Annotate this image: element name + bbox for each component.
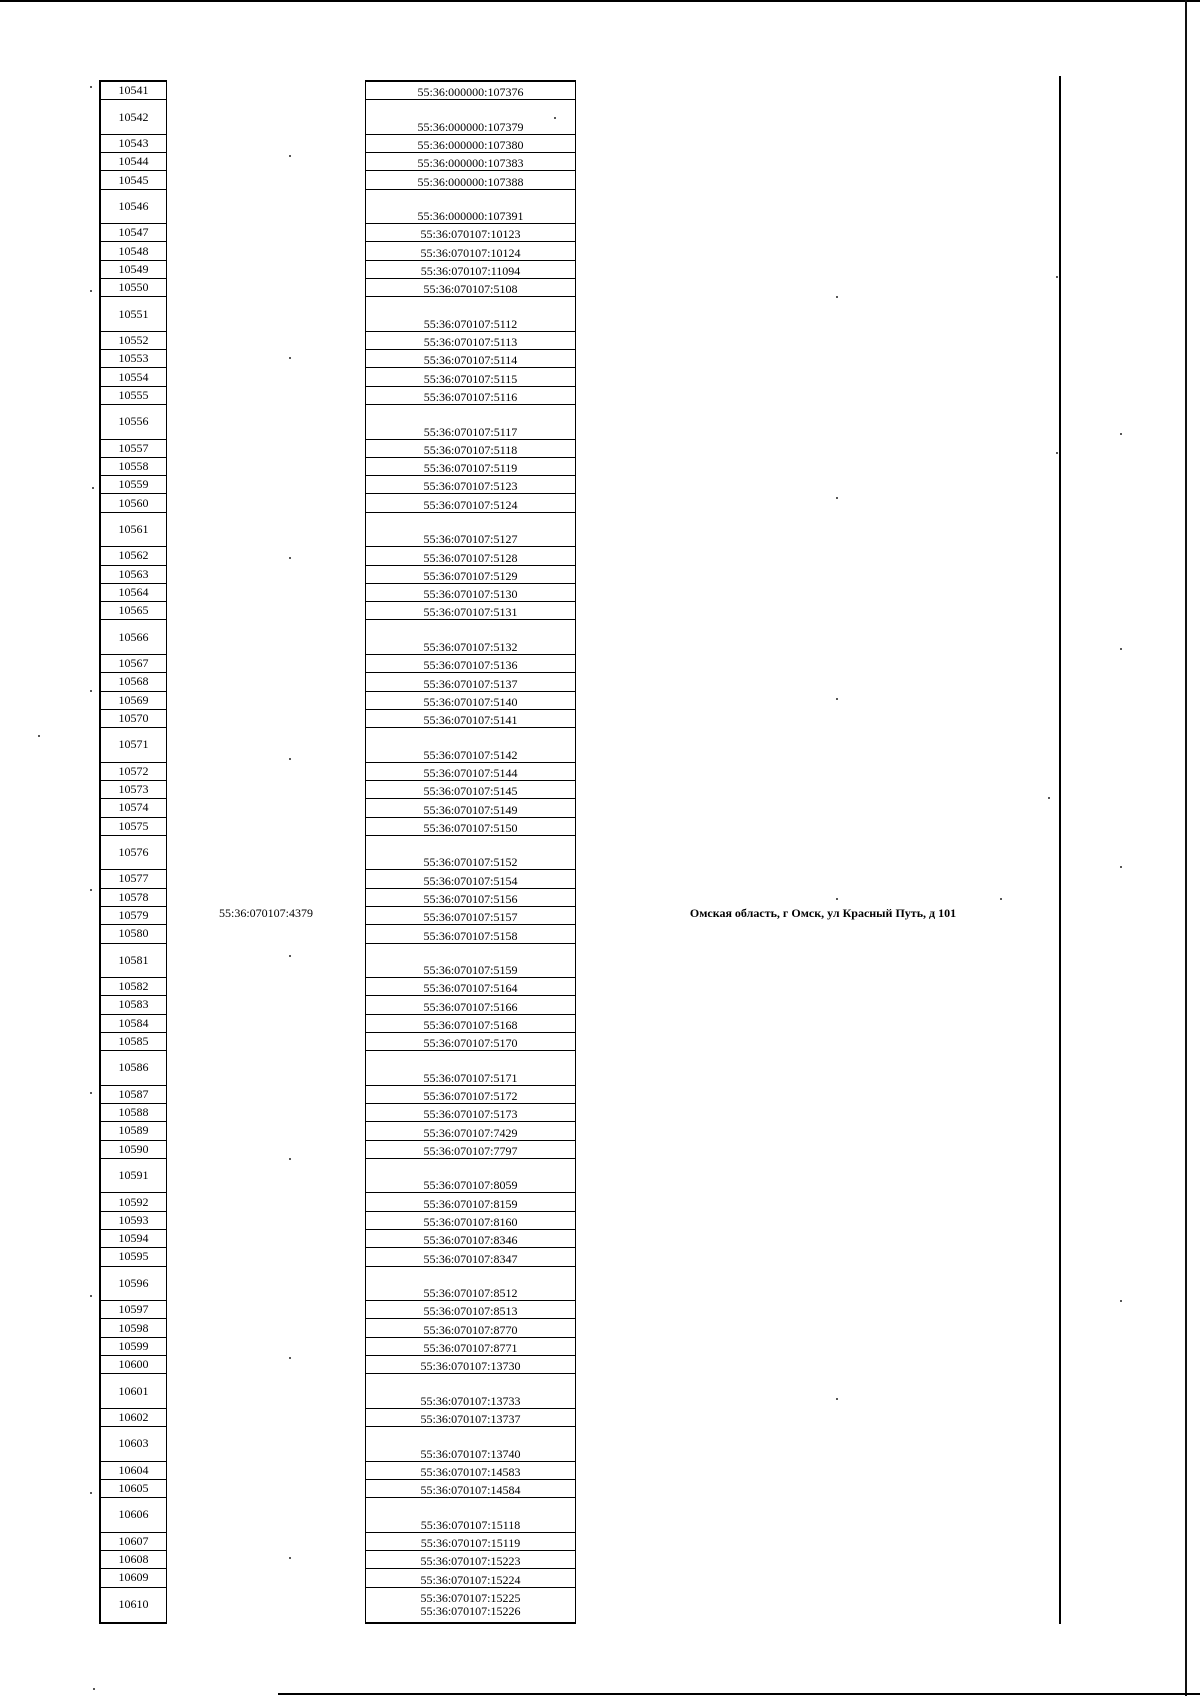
cadastral-code: 55:36:070107:15224 (420, 1572, 521, 1587)
row-number-cell: 10594 (101, 1230, 166, 1248)
cadastral-code-cell (366, 458, 575, 476)
cadastral-code: 55:36:070107:5116 (423, 390, 518, 405)
cadastral-code: 55:36:070107:5154 (423, 873, 518, 888)
page-top-rule (0, 0, 1200, 2)
cadastral-code-cell (366, 655, 575, 673)
cadastral-code: 55:36:070107:5159 (423, 963, 518, 977)
row-number-cell: 10573 (101, 781, 166, 799)
cadastral-code-cell (366, 1498, 575, 1533)
cadastral-code-cell (366, 1427, 575, 1462)
scan-speck (289, 357, 291, 359)
cadastral-code-cell (366, 602, 575, 620)
shared-cadastral-number: 55:36:070107:4379 (218, 906, 313, 920)
row-number-cell: 10558 (101, 458, 166, 476)
scan-speck (289, 955, 291, 957)
row-number-cell: 10588 (101, 1104, 166, 1122)
cadastral-code: 55:36:070107:8059 (423, 1178, 518, 1193)
scan-speck (1000, 898, 1002, 900)
cadastral-code-cell (366, 387, 575, 405)
cadastral-code: 55:36:070107:5117 (423, 424, 518, 439)
row-number-cell: 10551 (101, 297, 166, 332)
scan-speck (836, 497, 838, 499)
cadastral-code-cell (366, 190, 575, 225)
cadastral-code: 55:36:070107:8770 (423, 1322, 518, 1337)
cadastral-code-cell (366, 1267, 575, 1302)
row-number-cell: 10575 (101, 818, 166, 836)
cadastral-code-cell (366, 1015, 575, 1033)
cadastral-code: 55:36:070107:8160 (423, 1214, 518, 1229)
cadastral-code-cell (366, 261, 575, 279)
row-number-cell: 10587 (101, 1086, 166, 1104)
row-number-cell: 10606 (101, 1498, 166, 1533)
row-number-cell: 10569 (101, 692, 166, 710)
cadastral-code: 55:36:070107:5124 (423, 497, 518, 512)
scan-speck (1056, 276, 1058, 278)
row-number-cell: 10609 (101, 1569, 166, 1587)
cadastral-code: 55:36:000000:107391 (417, 209, 524, 224)
row-number-cell: 10544 (101, 153, 166, 171)
cadastral-code-cell (366, 728, 575, 763)
row-number-cell: 10607 (101, 1533, 166, 1551)
cadastral-code-cell (366, 1248, 575, 1266)
scan-speck (93, 1688, 95, 1690)
scan-speck (1056, 452, 1058, 454)
row-number-cell: 10585 (101, 1033, 166, 1051)
scan-speck (1120, 1300, 1122, 1302)
cadastral-code: 55:36:070107:8771 (423, 1340, 518, 1355)
cadastral-code: 55:36:070107:5142 (423, 747, 518, 762)
cadastral-code-cell (366, 1551, 575, 1569)
row-number-cell: 10571 (101, 728, 166, 763)
scan-speck (554, 117, 556, 119)
row-number-cell: 10572 (101, 763, 166, 781)
cadastral-code-cell (366, 440, 575, 458)
row-number-cell: 10578 (101, 889, 166, 907)
cadastral-code-cell (366, 1356, 575, 1374)
row-number-cell: 10579 (101, 907, 166, 925)
cadastral-code: 55:36:070107:8159 (423, 1196, 518, 1211)
cadastral-code-cell (366, 996, 575, 1014)
cadastral-code: 55:36:070107:5114 (423, 353, 518, 368)
row-number-cell: 10570 (101, 710, 166, 728)
row-number-cell: 10565 (101, 602, 166, 620)
cadastral-code: 55:36:070107:5171 (423, 1070, 518, 1085)
cadastral-code: 55:36:070107:5129 (423, 568, 518, 583)
scan-speck (90, 1492, 92, 1494)
cadastral-code: 55:36:070107:5166 (423, 999, 518, 1014)
row-number-cell: 10543 (101, 135, 166, 153)
row-number-cell: 10584 (101, 1015, 166, 1033)
cadastral-code-cell (366, 1230, 575, 1248)
cadastral-code-cell (366, 100, 575, 135)
row-number-cell: 10576 (101, 836, 166, 871)
row-number-cell: 10604 (101, 1462, 166, 1480)
row-number-cell: 10566 (101, 620, 166, 655)
cadastral-code: 55:36:070107:13733 (420, 1393, 521, 1408)
scan-speck (289, 1557, 291, 1559)
cadastral-code: 55:36:070107:5140 (423, 694, 518, 709)
cadastral-code: 55:36:070107:15226 (420, 1603, 521, 1618)
cadastral-code-cell (366, 620, 575, 655)
row-number-cell: 10602 (101, 1409, 166, 1427)
cadastral-code-cell (366, 692, 575, 710)
cadastral-code-cell (366, 1301, 575, 1319)
row-number-cell: 10598 (101, 1319, 166, 1337)
cadastral-code: 55:36:070107:5152 (423, 855, 518, 870)
cadastral-code: 55:36:070107:13730 (420, 1359, 521, 1374)
row-number-cell: 10553 (101, 350, 166, 368)
cadastral-code-cell (366, 405, 575, 440)
page-right-edge (1185, 0, 1187, 1696)
cadastral-code-cell (366, 1374, 575, 1409)
row-number-cell: 10605 (101, 1480, 166, 1498)
cadastral-code: 55:36:070107:5119 (423, 461, 518, 476)
cadastral-code: 55:36:070107:8512 (423, 1286, 518, 1301)
cadastral-code: 55:36:070107:5128 (423, 550, 518, 565)
scan-speck (289, 1158, 291, 1160)
scan-speck (90, 889, 92, 891)
cadastral-code-cell (366, 1409, 575, 1427)
cadastral-code: 55:36:070107:5136 (423, 658, 518, 673)
row-number-cell: 10583 (101, 996, 166, 1014)
cadastral-code-cell (366, 82, 575, 100)
scan-speck (38, 735, 40, 737)
cadastral-code: 55:36:070107:5132 (423, 639, 518, 654)
cadastral-code-cell (366, 332, 575, 350)
scan-speck (836, 898, 838, 900)
cadastral-code-cell (366, 799, 575, 817)
cadastral-code: 55:36:070107:11094 (420, 264, 521, 279)
cadastral-code-cell (366, 171, 575, 189)
cadastral-code: 55:36:070107:5108 (423, 282, 518, 297)
cadastral-code: 55:36:070107:7797 (423, 1143, 518, 1158)
cadastral-code-cell (366, 925, 575, 943)
row-number-cell: 10548 (101, 242, 166, 260)
cadastral-code-cell (366, 350, 575, 368)
cadastral-code-cell (366, 781, 575, 799)
cadastral-code: 55:36:000000:107380 (417, 138, 524, 153)
row-number-cell: 10559 (101, 476, 166, 494)
cadastral-code-cell (366, 1033, 575, 1051)
cadastral-code-cell (366, 870, 575, 888)
row-number-cell: 10599 (101, 1338, 166, 1356)
scan-speck (92, 487, 94, 489)
cadastral-code: 55:36:070107:13737 (420, 1412, 521, 1427)
cadastral-code: 55:36:070107:15118 (420, 1517, 521, 1532)
scan-speck (90, 86, 92, 88)
cadastral-code: 55:36:070107:8347 (423, 1251, 518, 1266)
scan-speck (1048, 797, 1050, 799)
row-number-cell: 10595 (101, 1248, 166, 1266)
cadastral-code-cell (366, 1338, 575, 1356)
cadastral-code-cell (366, 1569, 575, 1587)
cadastral-code: 55:36:070107:15223 (420, 1554, 521, 1569)
scan-speck (1120, 866, 1122, 868)
row-number-cell: 10547 (101, 224, 166, 242)
row-number-cell: 10563 (101, 566, 166, 584)
cadastral-code: 55:36:000000:107383 (417, 156, 524, 171)
row-number-cell: 10555 (101, 387, 166, 405)
row-number-cell: 10549 (101, 261, 166, 279)
cadastral-code-cell (366, 710, 575, 728)
row-number-cell: 10589 (101, 1122, 166, 1140)
cadastral-code-cell (366, 673, 575, 691)
cadastral-code: 55:36:070107:5131 (423, 605, 518, 620)
cadastral-code: 55:36:070107:5170 (423, 1036, 518, 1051)
scan-speck (90, 1295, 92, 1297)
cadastral-code-cell (366, 889, 575, 907)
cadastral-code-cell (366, 1588, 575, 1623)
scan-speck (1120, 648, 1122, 650)
row-number-cell: 10542 (101, 100, 166, 135)
cadastral-code-column (365, 80, 576, 1624)
cadastral-code: 55:36:070107:5112 (423, 316, 518, 331)
cadastral-code: 55:36:070107:8513 (423, 1304, 518, 1319)
cadastral-code: 55:36:070107:5144 (423, 765, 518, 780)
row-number-cell: 10603 (101, 1427, 166, 1462)
row-number-cell: 10556 (101, 405, 166, 440)
row-number-cell: 10557 (101, 440, 166, 458)
row-number-cell: 10582 (101, 978, 166, 996)
row-number-cell: 10552 (101, 332, 166, 350)
table-right-rule (1059, 76, 1061, 1624)
cadastral-code-cell (366, 297, 575, 332)
cadastral-code-cell (366, 1104, 575, 1122)
property-address: Омская область, г Омск, ул Красный Путь, д 101 (689, 906, 957, 920)
row-number-column (99, 80, 167, 1624)
cadastral-code-cell (366, 368, 575, 386)
page-bottom-rule (278, 1693, 1200, 1695)
row-number-cell: 10560 (101, 494, 166, 512)
row-number-cell: 10580 (101, 925, 166, 943)
row-number-cell: 10568 (101, 673, 166, 691)
cadastral-code-cell (366, 1086, 575, 1104)
cadastral-code: 55:36:070107:5164 (423, 981, 518, 996)
cadastral-code-cell (366, 1122, 575, 1140)
row-number-cell: 10554 (101, 368, 166, 386)
scan-speck (90, 290, 92, 292)
row-number-cell: 10597 (101, 1301, 166, 1319)
cadastral-code: 55:36:000000:107376 (417, 85, 524, 100)
cadastral-code: 55:36:070107:5173 (423, 1107, 518, 1122)
cadastral-code: 55:36:070107:5172 (423, 1088, 518, 1103)
cadastral-code-cell (366, 978, 575, 996)
cadastral-code: 55:36:070107:5158 (423, 928, 518, 943)
cadastral-code-cell (366, 279, 575, 297)
scan-speck (90, 1092, 92, 1094)
cadastral-code-cell (366, 547, 575, 565)
cadastral-code: 55:36:070107:5123 (423, 479, 518, 494)
row-number-cell: 10546 (101, 190, 166, 225)
row-number-cell: 10567 (101, 655, 166, 673)
cadastral-code: 55:36:070107:5137 (423, 676, 518, 691)
row-number-cell: 10574 (101, 799, 166, 817)
scan-speck (289, 155, 291, 157)
cadastral-code-cell (366, 476, 575, 494)
scan-speck (836, 1398, 838, 1400)
cadastral-code-cell (366, 242, 575, 260)
cadastral-code: 55:36:070107:5156 (423, 891, 518, 906)
row-number-cell: 10541 (101, 82, 166, 100)
scan-speck (1120, 433, 1122, 435)
cadastral-code: 55:36:070107:13740 (420, 1446, 521, 1461)
row-number-cell: 10601 (101, 1374, 166, 1409)
row-number-cell: 10581 (101, 944, 166, 979)
cadastral-code: 55:36:070107:5168 (423, 1017, 518, 1032)
scan-speck (289, 758, 291, 760)
cadastral-code: 55:36:000000:107388 (417, 174, 524, 189)
scan-speck (289, 1357, 291, 1359)
cadastral-code: 55:36:070107:14584 (420, 1483, 521, 1498)
scan-speck (90, 690, 92, 692)
cadastral-code-cell (366, 1051, 575, 1086)
cadastral-code-cell (366, 1159, 575, 1194)
cadastral-code: 55:36:070107:5115 (423, 371, 518, 386)
row-number-cell: 10564 (101, 584, 166, 602)
cadastral-code-cell (366, 224, 575, 242)
cadastral-code-cell (366, 153, 575, 171)
cadastral-code-cell (366, 818, 575, 836)
cadastral-code: 55:36:070107:5149 (423, 802, 518, 817)
cadastral-code-cell (366, 1141, 575, 1159)
cadastral-code-cell (366, 1480, 575, 1498)
cadastral-code-cell (366, 1319, 575, 1337)
cadastral-code: 55:36:070107:10124 (420, 245, 521, 260)
row-number-cell: 10550 (101, 279, 166, 297)
cadastral-code: 55:36:070107:5145 (423, 784, 518, 799)
row-number-cell: 10593 (101, 1212, 166, 1230)
cadastral-code-cell (366, 584, 575, 602)
scan-speck (836, 698, 838, 700)
cadastral-code: 55:36:070107:7429 (423, 1125, 518, 1140)
cadastral-code-cell (366, 1193, 575, 1211)
cadastral-code: 55:36:070107:5113 (423, 335, 518, 350)
cadastral-code: 55:36:070107:8346 (423, 1233, 518, 1248)
cadastral-code-cell (366, 836, 575, 871)
cadastral-code: 55:36:070107:15225 (420, 1590, 521, 1605)
row-number-cell: 10608 (101, 1551, 166, 1569)
cadastral-code: 55:36:070107:5127 (423, 532, 518, 547)
cadastral-code-cell (366, 566, 575, 584)
cadastral-code-cell (366, 1462, 575, 1480)
cadastral-code: 55:36:070107:5141 (423, 713, 518, 728)
cadastral-code-cell (366, 1533, 575, 1551)
row-number-cell: 10591 (101, 1159, 166, 1194)
cadastral-code: 55:36:070107:10123 (420, 227, 521, 242)
cadastral-code-cell (366, 1212, 575, 1230)
cadastral-code: 55:36:070107:5150 (423, 820, 518, 835)
cadastral-code: 55:36:070107:5130 (423, 587, 518, 602)
cadastral-code-cell (366, 494, 575, 512)
row-number-cell: 10600 (101, 1356, 166, 1374)
row-number-cell: 10592 (101, 1193, 166, 1211)
row-number-cell: 10610 (118, 1597, 149, 1612)
row-number-cell: 10561 (101, 513, 166, 548)
row-number-cell: 10562 (101, 547, 166, 565)
cadastral-code-cell (366, 907, 575, 925)
cadastral-code-cell (366, 763, 575, 781)
cadastral-code: 55:36:070107:5157 (423, 910, 518, 925)
row-number-cell: 10596 (101, 1267, 166, 1302)
scan-speck (836, 296, 838, 298)
cadastral-code-cell (366, 513, 575, 548)
row-number-cell: 10577 (101, 870, 166, 888)
scan-speck (289, 557, 291, 559)
cadastral-code: 55:36:000000:107379 (417, 119, 524, 134)
cadastral-code: 55:36:070107:14583 (420, 1464, 521, 1479)
cadastral-code-cell (366, 135, 575, 153)
row-number-cell: 10590 (101, 1141, 166, 1159)
cadastral-code: 55:36:070107:15119 (420, 1535, 521, 1550)
cadastral-code-cell (366, 944, 575, 979)
cadastral-code: 55:36:070107:5118 (423, 442, 518, 457)
row-number-cell: 10545 (101, 171, 166, 189)
row-number-cell: 10586 (101, 1051, 166, 1086)
